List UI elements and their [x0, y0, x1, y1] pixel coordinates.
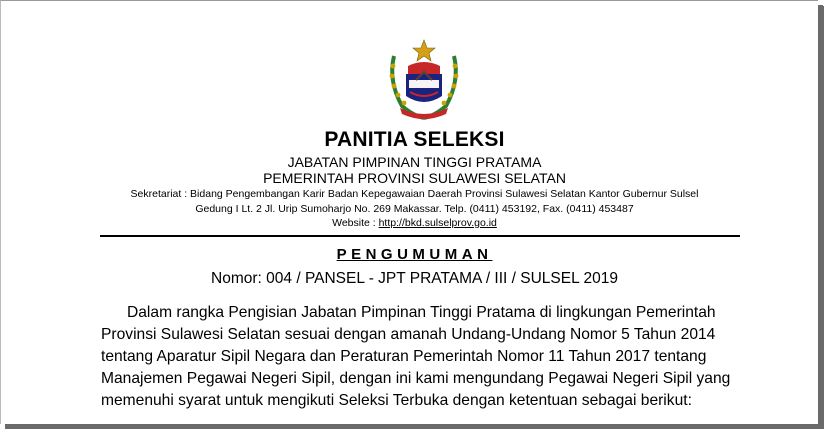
body-line: Provinsi Sulawesi Selatan sesuai dengan amanah Undang-Undang Nomor 5 Tahun 2014 — [101, 326, 716, 343]
announcement-number: Nomor: 004 / PANSEL - JPT PRATAMA / III / SULSEL 2019 — [211, 270, 618, 287]
body-line: Manajemen Pegawai Negeri Sipil, dengan ini kami mengundang Pegawai Negeri Sipil yang — [101, 370, 731, 387]
website-label: Website : — [332, 217, 379, 229]
body-line: memenuhi syarat untuk mengikuti Seleksi Terbuka dengan ketentuan sebagai berikut: — [101, 392, 692, 409]
website-link[interactable]: http://bkd.sulselprov.go.id — [378, 217, 497, 229]
secretariat-line: Sekretariat : Bidang Pengembangan Karir Badan Kepegawaian Daerah Provinsi Sulawesi Selatan Kantor Gubernur Sulsel — [130, 188, 699, 200]
announcement-heading: PENGUMUMAN — [336, 246, 493, 263]
body-line: Dalam rangka Pengisian Jabatan Pimpinan Tinggi Pratama di lingkungan Pemerintah — [127, 304, 716, 321]
website-line — [0, 217, 829, 229]
position-subtitle: JABATAN PIMPINAN TINGGI PRATAMA — [287, 154, 542, 170]
address-line: Gedung I Lt. 2 Jl. Urip Sumoharjo No. 269 Makassar. Telp. (0411) 453192, Fax. (0411) 453487 — [195, 203, 634, 215]
provincial-emblem-icon — [384, 36, 464, 120]
header-divider — [100, 235, 740, 237]
government-subtitle: PEMERINTAH PROVINSI SULAWESI SELATAN — [263, 170, 566, 186]
body-line: tentang Aparatur Sipil Negara dan Peraturan Pemerintah Nomor 11 Tahun 2017 tentang — [101, 348, 707, 365]
committee-title: PANITIA SELEKSI — [324, 128, 505, 151]
